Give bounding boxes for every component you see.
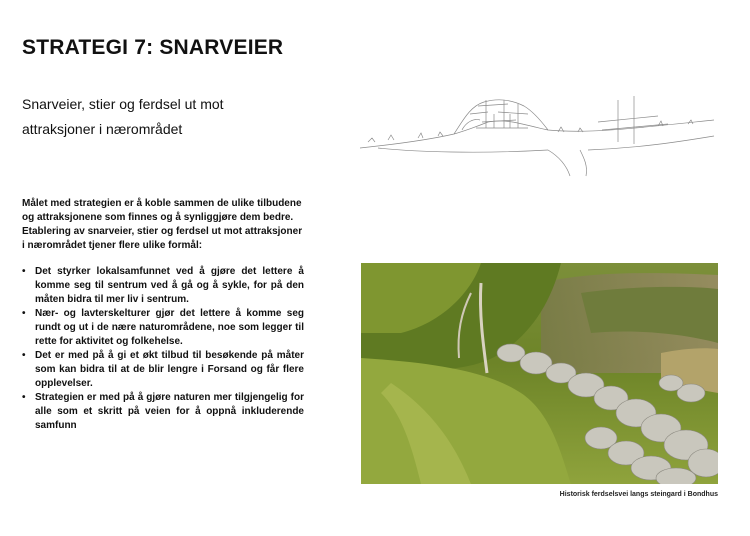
intro-paragraph: Målet med strategien er å koble sammen de ulike tilbudene og attraksjonene som finnes og å synliggjøre dem bedre. Etablering av snarveier, stier og ferdsel ut mot attraksjoner i nærområdet tjener flere ulike formål: bbox=[22, 198, 303, 251]
page-title: STRATEGI 7: SNARVEIER bbox=[22, 36, 284, 59]
stone-wall-path-photo bbox=[361, 263, 718, 484]
bullet-item bbox=[22, 391, 304, 433]
photo-caption: Historisk ferdselsvei langs steingard i Bondhus bbox=[559, 491, 718, 498]
bullet-text: Strategien er med på å gjøre naturen mer tilgjengelig for alle som et skritt på veien for å oppnå inkluderende samfunn bbox=[35, 392, 304, 431]
bullet-item bbox=[22, 307, 304, 349]
bullet-text: Det er med på å gi et økt tilbud til besøkende på måter som kan bidra til at de blir lengre i Forsand og får flere opplevelser. bbox=[35, 350, 304, 389]
body-text bbox=[22, 197, 304, 433]
bullet-item bbox=[22, 349, 304, 391]
bullet-item bbox=[22, 265, 304, 307]
page-subtitle: Snarveier, stier og ferdsel ut mot attraksjoner i nærområdet bbox=[22, 96, 224, 137]
bullet-list bbox=[22, 265, 304, 433]
bullet-text: Nær- og lavterskelturer gjør det lettere å komme seg rundt og ut i de nære naturområdene, noe som legger til rette for aktivitet og folkehelse. bbox=[35, 308, 304, 347]
bullet-icon: • bbox=[22, 392, 26, 403]
bullet-icon: • bbox=[22, 308, 26, 319]
stone-wall-path-sketch bbox=[358, 92, 718, 178]
bullet-icon: • bbox=[22, 266, 26, 277]
bullet-icon: • bbox=[22, 350, 26, 361]
bullet-text: Det styrker lokalsamfunnet ved å gjøre det lettere å komme seg til sentrum ved å gå og å sykle, for på den måten bidra til mer liv i sentrum. bbox=[35, 266, 304, 305]
